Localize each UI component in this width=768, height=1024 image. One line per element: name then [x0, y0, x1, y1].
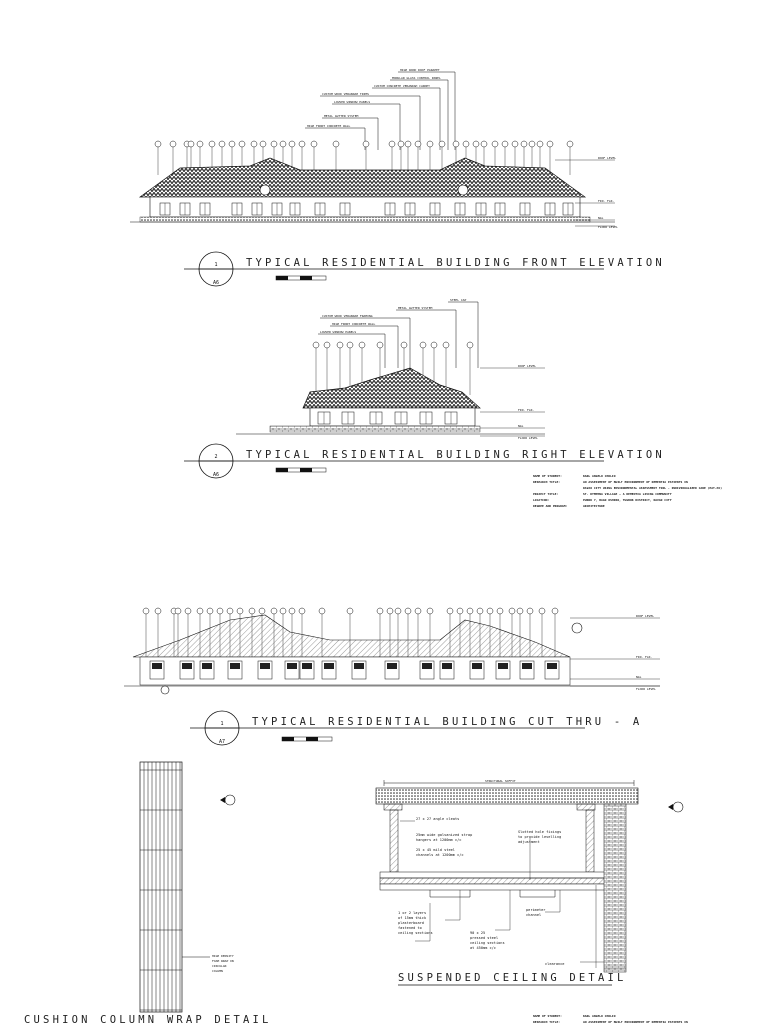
front-level-label: FIN. FLR. [598, 199, 615, 203]
info-value: AN ASSESSMENT OF BUILT ENVIRONMENT OF DEMENTIA PATIENTS IN [583, 480, 688, 484]
ceiling-title: SUSPENDED CEILING DETAIL [398, 972, 627, 984]
ceiling-note: 25mm wide galvanized strap [416, 833, 473, 837]
info-label: NAME OF STUDENT: [533, 474, 562, 478]
info-block [533, 474, 722, 508]
cushion-title: CUSHION COLUMN WRAP DETAIL [24, 1014, 272, 1024]
ceiling-top-note: STRUCTURAL SOFFIT [485, 779, 516, 783]
window [340, 203, 350, 215]
right-callout: METAL GUTTER SYSTEM [398, 306, 433, 310]
ceiling-detail-drawing [376, 780, 683, 972]
grid-bubble [313, 342, 319, 395]
front-ground [140, 217, 590, 222]
right-callout: STEEL CAP [450, 298, 467, 302]
section-badge-sheet: A7 [218, 739, 226, 745]
front-badge-sheet: A6 [212, 280, 220, 286]
right-title-block [184, 444, 665, 478]
section-title-block [190, 711, 642, 745]
right-badge-number: 2 [214, 454, 218, 460]
section-room [440, 661, 454, 679]
cushion-notes [212, 954, 234, 973]
front-callout: LOUVER WINDOW PANELS [334, 100, 371, 104]
info-label: PROJECT TITLE: [533, 492, 559, 496]
section-room [496, 661, 510, 679]
window [395, 412, 407, 424]
cushion-note: HIGH DENSITY [212, 954, 234, 958]
window [200, 203, 210, 215]
window [290, 203, 300, 215]
window [385, 203, 395, 215]
ceiling-note: clearance [545, 962, 565, 966]
ceiling-note: fastened to [398, 926, 422, 930]
section-room [352, 661, 366, 679]
grid-bubble [467, 342, 473, 395]
front-callout: MODULAR GLASS CONTROL PANEL [392, 76, 441, 80]
window [476, 203, 486, 215]
right-level-label: FIN. FLR. [518, 408, 535, 412]
ceiling-note: 27 x 27 angle cleats [416, 817, 460, 821]
ceiling-note: of 15mm thick [398, 916, 427, 920]
front-callout: HIGH WOOD ROOF PARAPET [400, 68, 440, 72]
window [318, 412, 330, 424]
info-block-bottom [533, 1014, 688, 1024]
ceiling-note: hangers at 1200mm c/c [416, 838, 462, 842]
ceiling-note: channel [526, 913, 542, 917]
window [370, 412, 382, 424]
right-title: TYPICAL RESIDENTIAL BUILDING RIGHT ELEVATION [246, 449, 665, 461]
grid-bubble [337, 342, 343, 395]
front-callout: CUSTOM WOOD VERANDAH TRIMS [322, 92, 369, 96]
cushion-note: CIRCULAR [212, 964, 227, 968]
info-value: PUROK 7, BAGO OSHIRO, TUGBOK DISTRICT, DAVAO CITY [583, 498, 672, 502]
front-title-block [184, 252, 665, 286]
grid-bubble [324, 342, 330, 395]
right-badge-sheet: A6 [212, 472, 220, 478]
section-level-label: ROOF LEVEL [636, 614, 655, 618]
right-callout: HIGH FRONT CONCRETE WALL [332, 322, 376, 326]
right-roof [303, 368, 480, 408]
window [252, 203, 262, 215]
section-level-label: FLOOR LEVEL [636, 687, 656, 691]
section-room [285, 661, 299, 679]
section-room [420, 661, 434, 679]
front-wall [150, 197, 580, 217]
ceiling-note: Slotted hole fixings [518, 830, 562, 834]
section-title: TYPICAL RESIDENTIAL BUILDING CUT THRU - A [252, 716, 643, 728]
front-level-label: ROOF LEVEL [598, 156, 617, 160]
grid-bubble [567, 141, 573, 175]
window [445, 412, 457, 424]
window [495, 203, 505, 215]
section-room [300, 661, 314, 679]
front-callout: HIGH FRONT CONCRETE WALL [307, 124, 351, 128]
info-value: KARL ANGELO CHOLIO [583, 1014, 616, 1018]
ceiling-note: channels at 1200mm c/c [416, 853, 464, 857]
section-level-label: NGL [636, 675, 642, 679]
info-value: ST. DYMPHNA VILLAGE - A DEMENTIA LIVING COMMUNITY [583, 492, 672, 496]
info-value: KARL ANGELO CHOLIO [583, 474, 616, 478]
info-value: AN ASSESSMENT OF BUILT ENVIRONMENT OF DEMENTIA PATIENTS IN [583, 1020, 688, 1024]
window [342, 412, 354, 424]
window [315, 203, 325, 215]
section-a-drawing [124, 608, 660, 694]
section-rooms [150, 661, 559, 679]
ceiling-note: 1 or 2 layers [398, 911, 427, 915]
ceiling-note: plasterboard [398, 921, 424, 925]
section-room [150, 661, 164, 679]
ceiling-note: ceiling sections [470, 941, 505, 945]
cushion-note: FOAM WRAP ON [212, 959, 234, 963]
cushion-column-drawing [140, 762, 235, 1012]
info-label: LOCATION: [533, 498, 550, 502]
section-room [228, 661, 242, 679]
section-level-texts [636, 614, 656, 691]
grid-bubble [143, 608, 149, 657]
info-value: ARCHITECTURE [583, 504, 605, 508]
cushion-note: COLUMN [212, 969, 223, 973]
info-label: NAME OF STUDENT: [533, 1014, 562, 1018]
section-room [258, 661, 272, 679]
grid-bubble [155, 141, 161, 175]
window [232, 203, 242, 215]
window [180, 203, 190, 215]
info-value: DAVAO CITY USING ENVIRONMENTAL ASSESSMENT TOOL - INDIVIDUALIZED CARE (EAT-HC) [583, 486, 723, 490]
window [520, 203, 530, 215]
section-room [385, 661, 399, 679]
right-level-label: NGL [518, 424, 524, 428]
section-roof [133, 615, 570, 657]
right-level-label: FLOOR LEVEL [518, 436, 538, 440]
front-level-label: NGL [598, 216, 604, 220]
right-elevation-drawing [236, 302, 545, 436]
front-callout: CUSTOM CONCRETE VERANDAH CANOPY [374, 84, 430, 88]
ceiling-note: perimeter [526, 908, 546, 912]
front-badge-number: 1 [214, 262, 218, 268]
ceiling-note: 25 x 45 mild steel [416, 848, 455, 852]
ceiling-note: adjustment [518, 840, 540, 844]
info-label: RESEARCH TITLE: [533, 1020, 561, 1024]
window [430, 203, 440, 215]
section-room [520, 661, 534, 679]
ceiling-note: 90 x 25 [470, 931, 486, 935]
grid-bubble [170, 141, 176, 175]
info-label: RESEARCH TITLE: [533, 480, 561, 484]
front-level-label: FLOOR LEVEL [598, 225, 618, 229]
window [545, 203, 555, 215]
ceiling-note: to provide levelling [518, 835, 562, 839]
section-level-label: FIN. FLR. [636, 655, 653, 659]
section-room [200, 661, 214, 679]
front-roof [140, 158, 585, 197]
section-room [545, 661, 559, 679]
ceiling-note: at 450mm c/c [470, 946, 496, 950]
window [455, 203, 465, 215]
front-title: TYPICAL RESIDENTIAL BUILDING FRONT ELEVATION [246, 257, 665, 269]
right-callout: CUSTOM WOOD VERANDAH FRAMING [322, 314, 373, 318]
front-callout: METAL GUTTER SYSTEM [324, 114, 359, 118]
right-level-label: ROOF LEVEL [518, 364, 537, 368]
window [272, 203, 282, 215]
right-callout: LOUVER WINDOW PANELS [320, 330, 357, 334]
window [405, 203, 415, 215]
front-elevation-drawing [130, 72, 615, 226]
ceiling-note: pressed steel [470, 936, 499, 940]
window [563, 203, 573, 215]
section-badge-number: 1 [220, 721, 224, 727]
section-room [470, 661, 484, 679]
info-label: DEGREE AND PROGRAM: [533, 504, 568, 508]
section-room [180, 661, 194, 679]
section-room [322, 661, 336, 679]
window [160, 203, 170, 215]
window [420, 412, 432, 424]
ceiling-note: ceiling sections [398, 931, 433, 935]
